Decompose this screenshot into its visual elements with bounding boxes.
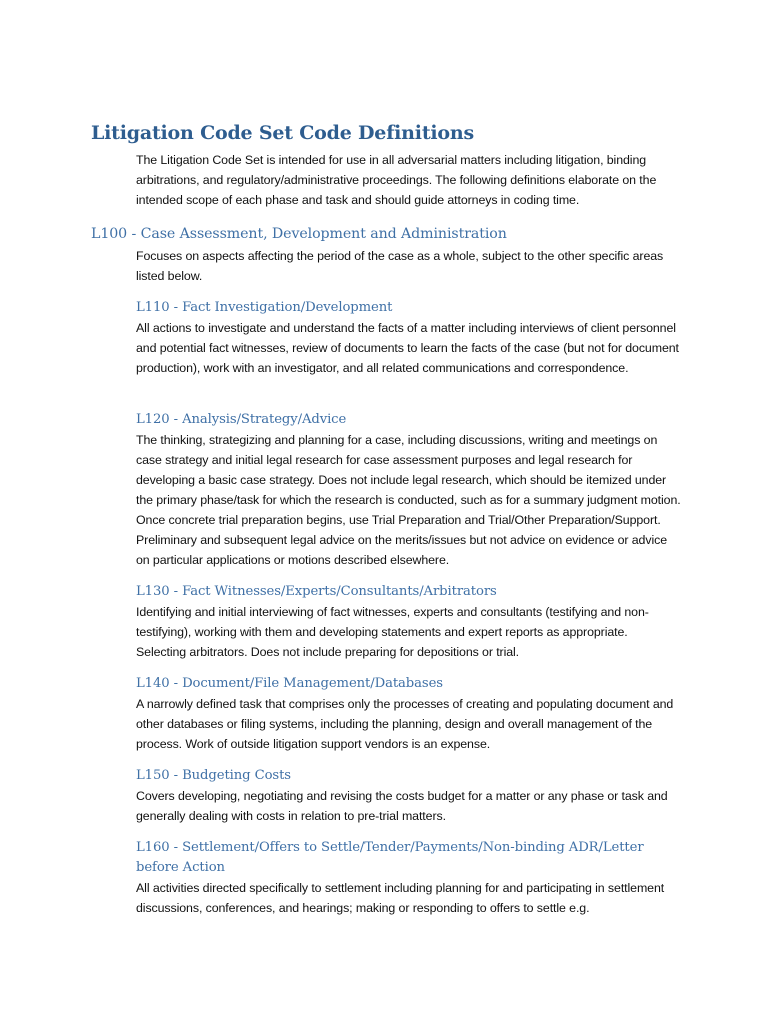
task-section-l140 [136,674,681,754]
phase-heading-l100: L100 - Case Assessment, Development and Administration [91,226,507,242]
task-section-l150 [136,766,681,826]
task-heading-l160: L160 - Settlement/Offers to Settle/Tender/Payments/Non-binding ADR/Letter before Action [136,840,644,875]
task-heading-l110: L110 - Fact Investigation/Development [136,300,393,315]
task-description-l120: The thinking, strategizing and planning for a case, including discussions, writing and meetings on case strategy and initial legal research for case assessment purposes and legal research for developing a basic case strategy. Does not include legal research, which should be itemized under the primary phase/task for which the research is conducted, such as for a summary judgment motion. Once concrete trial preparation begins, use Trial Preparation and Trial/Other Preparation/Support. Preliminary and subsequent legal advice on the merits/issues but not advice on evidence or advice on particular applications or motions described elsewhere. [136,433,681,567]
task-description-l130: Identifying and initial interviewing of fact witnesses, experts and consultants (testifying and non-testifying), working with them and developing statements and expert reports as appropriate. Selecting arbitrators. Does not include preparing for depositions or trial. [136,605,649,659]
task-heading-l130: L130 - Fact Witnesses/Experts/Consultants/Arbitrators [136,584,497,599]
task-section-l110 [136,298,681,378]
document-title: Litigation Code Set Code Definitions [91,122,474,144]
task-description-l140: A narrowly defined task that comprises only the processes of creating and populating document and other databases or filing systems, including the planning, design and overall management of the process. Work of outside litigation support vendors is an expense. [136,697,674,751]
task-section-l160 [136,838,681,918]
task-description-l160: All activities directed specifically to settlement including planning for and participating in settlement discussions, conferences, and hearings; making or responding to offers to settle e.g. [136,881,665,915]
task-description-l150: Covers developing, negotiating and revising the costs budget for a matter or any phase or task and generally dealing with costs in relation to pre-trial matters. [136,789,668,823]
task-section-l130 [136,582,681,662]
phase-description-l100: Focuses on aspects affecting the period of the case as a whole, subject to the other specific areas listed below. [136,249,664,283]
task-section-l120 [136,410,681,570]
task-heading-l120: L120 - Analysis/Strategy/Advice [136,412,347,427]
intro-paragraph: The Litigation Code Set is intended for use in all adversarial matters including litigation, binding arbitrations, and regulatory/administrative proceedings. The following definitions elaborate on the intended scope of each phase and task and should guide attorneys in coding time. [136,153,657,207]
task-heading-l140: L140 - Document/File Management/Databases [136,676,443,691]
task-description-l110: All actions to investigate and understand the facts of a matter including interviews of client personnel and potential fact witnesses, review of documents to learn the facts of the case (but not for document production), work with an investigator, and all related communications and correspondence. [136,321,679,375]
task-heading-l150: L150 - Budgeting Costs [136,768,291,783]
